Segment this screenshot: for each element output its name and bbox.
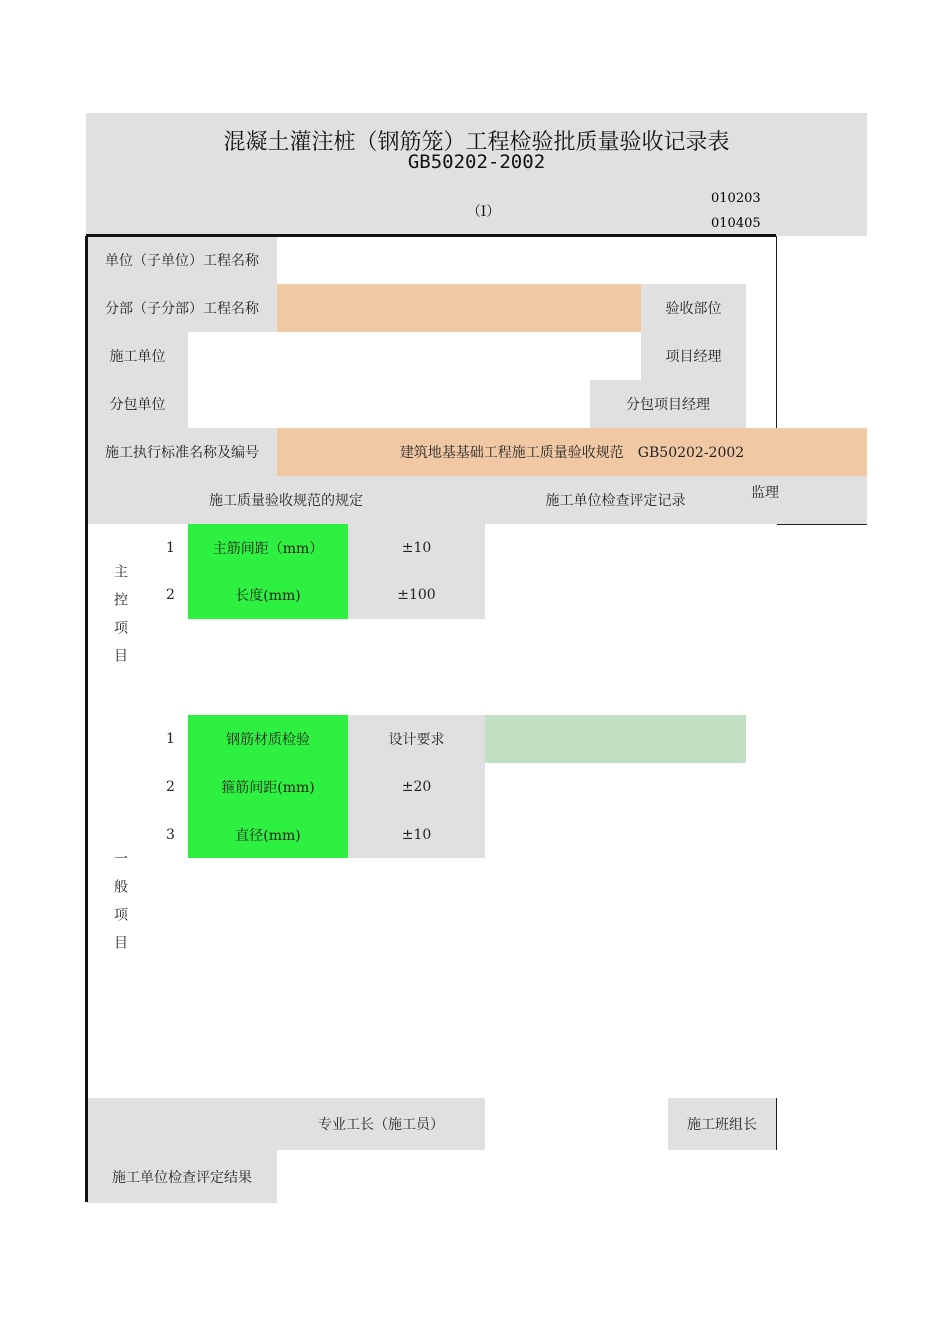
subdivision-name-field[interactable] bbox=[277, 284, 642, 333]
record-cell[interactable] bbox=[485, 954, 747, 1003]
general-items-group: 一般项目 bbox=[87, 715, 154, 1099]
item-name: 直径(mm) bbox=[188, 811, 349, 859]
team-leader-label: 施工班组长 bbox=[668, 1098, 777, 1151]
measurement-cell[interactable] bbox=[693, 763, 720, 812]
supervisor-cell[interactable] bbox=[746, 906, 777, 955]
measurement-cell[interactable] bbox=[615, 571, 642, 620]
contractor-field[interactable] bbox=[188, 332, 642, 381]
spec-header: 施工质量验收规范的规定 bbox=[87, 476, 486, 525]
sub-pm-label: 分包项目经理 bbox=[590, 380, 747, 429]
subdivision-name-label: 分部（子分部）工程名称 bbox=[87, 284, 278, 333]
record-cell[interactable] bbox=[485, 858, 747, 907]
supervisor-cell[interactable] bbox=[746, 811, 777, 859]
item-number bbox=[153, 906, 189, 955]
measurement-cell[interactable] bbox=[667, 811, 694, 859]
item-tolerance: ±10 bbox=[348, 524, 486, 572]
item-name bbox=[188, 619, 349, 668]
accept-part-field[interactable] bbox=[746, 284, 777, 333]
measurement-cell[interactable] bbox=[511, 571, 538, 620]
record-cell[interactable] bbox=[485, 906, 747, 955]
item-tolerance bbox=[348, 667, 486, 716]
measurement-cell[interactable] bbox=[563, 571, 590, 620]
form-code-2: 010405 bbox=[711, 216, 761, 231]
item-number bbox=[153, 667, 189, 716]
supervisor-cell[interactable] bbox=[746, 571, 777, 620]
item-tolerance: 设计要求 bbox=[348, 715, 486, 764]
foreman-field[interactable] bbox=[485, 1098, 669, 1151]
unit-name-field[interactable] bbox=[277, 236, 777, 285]
sub-pm-field[interactable] bbox=[746, 380, 777, 429]
standard-label: 施工执行标准名称及编号 bbox=[87, 428, 278, 477]
supervisor-cell[interactable] bbox=[746, 524, 777, 572]
item-number: 1 bbox=[153, 524, 189, 572]
measurement-cell[interactable] bbox=[589, 763, 616, 812]
accept-part-label: 验收部位 bbox=[641, 284, 747, 333]
result-field[interactable] bbox=[277, 1150, 777, 1203]
measurement-cell[interactable] bbox=[667, 571, 694, 620]
supervisor-cell[interactable] bbox=[746, 763, 777, 812]
item-number: 1 bbox=[153, 715, 189, 764]
item-tolerance: ±20 bbox=[348, 763, 486, 812]
item-name bbox=[188, 1050, 349, 1099]
measurement-cell[interactable] bbox=[563, 811, 590, 859]
divider bbox=[86, 234, 776, 237]
item-name: 箍筋间距(mm) bbox=[188, 763, 349, 812]
item-name bbox=[188, 858, 349, 907]
project-manager-label: 项目经理 bbox=[641, 332, 747, 381]
measurement-cell[interactable] bbox=[589, 571, 616, 620]
supervisor-cell[interactable] bbox=[746, 858, 777, 907]
item-number: 3 bbox=[153, 811, 189, 859]
measurement-cell[interactable] bbox=[615, 763, 642, 812]
record-cell[interactable] bbox=[485, 667, 747, 716]
measurement-cell[interactable] bbox=[563, 524, 590, 572]
item-name bbox=[188, 906, 349, 955]
measurement-cell[interactable] bbox=[485, 811, 512, 859]
measurement-cell[interactable] bbox=[511, 524, 538, 572]
measurement-cell[interactable] bbox=[615, 524, 642, 572]
measurement-cell[interactable] bbox=[641, 811, 668, 859]
item-tolerance bbox=[348, 858, 486, 907]
measurement-cell[interactable] bbox=[485, 763, 512, 812]
item-number bbox=[153, 1050, 189, 1099]
item-name bbox=[188, 954, 349, 1003]
item-number bbox=[153, 954, 189, 1003]
result-label: 施工单位检查评定结果 bbox=[87, 1098, 278, 1203]
supervisor-cell[interactable] bbox=[746, 667, 777, 716]
measurement-cell[interactable] bbox=[641, 571, 668, 620]
item-tolerance bbox=[348, 1050, 486, 1099]
supervisor-cell[interactable] bbox=[746, 1050, 777, 1099]
form-header bbox=[86, 113, 867, 236]
measurement-cell[interactable] bbox=[615, 811, 642, 859]
standard-value: 建筑地基基础工程施工质量验收规范 GB50202-2002 bbox=[277, 428, 867, 477]
supervisor-cell[interactable] bbox=[746, 954, 777, 1003]
item-name bbox=[188, 667, 349, 716]
supervisor-header: 监理 bbox=[746, 476, 867, 525]
record-header: 施工单位检查评定记录 bbox=[485, 476, 747, 525]
measurement-cell[interactable] bbox=[485, 571, 512, 620]
measurement-cell[interactable] bbox=[641, 524, 668, 572]
measurement-cell[interactable] bbox=[537, 571, 564, 620]
measurement-cell[interactable] bbox=[693, 524, 720, 572]
measurement-cell[interactable] bbox=[641, 763, 668, 812]
item-tolerance bbox=[348, 906, 486, 955]
measurement-cell[interactable] bbox=[537, 811, 564, 859]
subcontractor-field[interactable] bbox=[188, 380, 591, 429]
foreman-label: 专业工长（施工员） bbox=[277, 1098, 486, 1151]
item-tolerance bbox=[348, 1002, 486, 1051]
item-tolerance bbox=[348, 619, 486, 668]
supervisor-cell[interactable] bbox=[746, 715, 777, 764]
measurement-cell[interactable] bbox=[719, 524, 747, 572]
item-tolerance: ±10 bbox=[348, 811, 486, 859]
item-number bbox=[153, 619, 189, 668]
item-name: 钢筋材质检验 bbox=[188, 715, 349, 764]
divider bbox=[85, 236, 88, 1202]
item-tolerance: ±100 bbox=[348, 571, 486, 620]
measurement-cell[interactable] bbox=[719, 571, 747, 620]
subcontractor-label: 分包单位 bbox=[87, 380, 189, 429]
item-number: 2 bbox=[153, 571, 189, 620]
measurement-cell[interactable] bbox=[511, 811, 538, 859]
item-number bbox=[153, 1002, 189, 1051]
measurement-cell[interactable] bbox=[589, 811, 616, 859]
measurement-cell[interactable] bbox=[563, 763, 590, 812]
record-cell[interactable] bbox=[485, 1002, 747, 1051]
item-name: 长度(mm) bbox=[188, 571, 349, 620]
item-name bbox=[188, 1002, 349, 1051]
measurement-cell[interactable] bbox=[511, 763, 538, 812]
item-number bbox=[153, 858, 189, 907]
record-cell[interactable] bbox=[485, 715, 747, 764]
measurement-cell[interactable] bbox=[693, 571, 720, 620]
roman-numeral: （Ⅰ） bbox=[466, 204, 501, 220]
project-manager-field[interactable] bbox=[746, 332, 777, 381]
measurement-cell[interactable] bbox=[667, 763, 694, 812]
item-name: 主筋间距（mm） bbox=[188, 524, 349, 572]
supervisor-cell[interactable] bbox=[746, 619, 777, 668]
measurement-cell[interactable] bbox=[719, 811, 747, 859]
main-control-group: 主控项目 bbox=[87, 524, 154, 716]
measurement-cell[interactable] bbox=[693, 811, 720, 859]
standard-code: GB50202-2002 bbox=[407, 151, 546, 173]
measurement-cell[interactable] bbox=[589, 524, 616, 572]
form-code-1: 010203 bbox=[711, 191, 761, 206]
item-tolerance bbox=[348, 954, 486, 1003]
measurement-cell[interactable] bbox=[485, 524, 512, 572]
form-title: 混凝土灌注桩（钢筋笼）工程检验批质量验收记录表 bbox=[223, 130, 730, 155]
unit-name-label: 单位（子单位）工程名称 bbox=[87, 236, 278, 285]
measurement-cell[interactable] bbox=[537, 763, 564, 812]
record-cell[interactable] bbox=[485, 619, 747, 668]
measurement-cell[interactable] bbox=[719, 763, 747, 812]
measurement-cell[interactable] bbox=[667, 524, 694, 572]
item-number: 2 bbox=[153, 763, 189, 812]
record-cell[interactable] bbox=[485, 1050, 747, 1099]
contractor-label: 施工单位 bbox=[87, 332, 189, 381]
measurement-cell[interactable] bbox=[537, 524, 564, 572]
supervisor-cell[interactable] bbox=[746, 1002, 777, 1051]
